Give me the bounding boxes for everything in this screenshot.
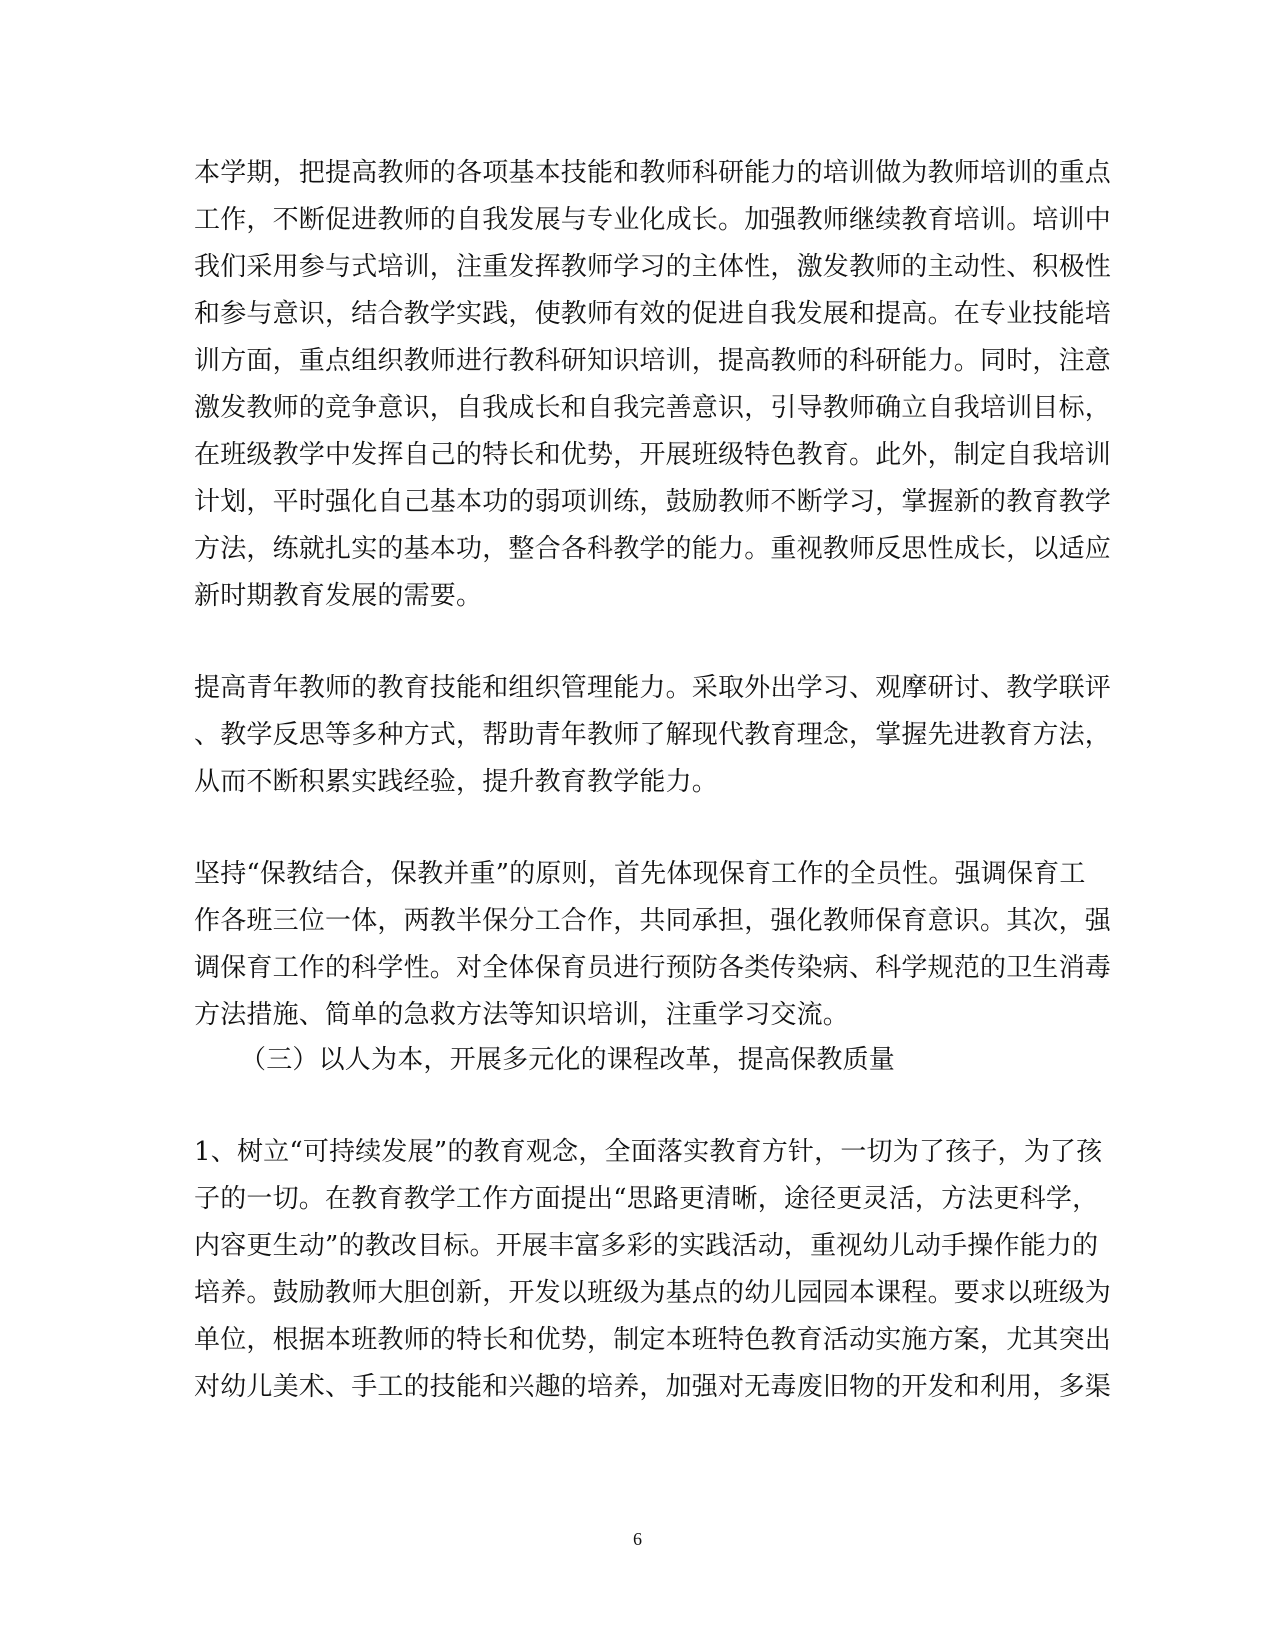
text-line: 我们采用参与式培训，注重发挥教师学习的主体性，激发教师的主动性、积极性	[194, 252, 1112, 282]
text-line: 计划，平时强化自己基本功的弱项训练，鼓励教师不断学习，掌握新的教育教学	[194, 487, 1112, 517]
text-line: 坚持“保教结合，保教并重”的原则，首先体现保育工作的全员性。强调保育工	[194, 859, 1086, 889]
text-line: 工作，不断促进教师的自我发展与专业化成长。加强教师继续教育培训。培训中	[194, 205, 1112, 235]
text-line: 培养。鼓励教师大胆创新，开发以班级为基点的幼儿园园本课程。要求以班级为	[194, 1278, 1112, 1308]
text-line: 子的一切。在教育教学工作方面提出“思路更清晰，途径更灵活，方法更科学，	[194, 1184, 1099, 1214]
text-line: 本学期，把提高教师的各项基本技能和教师科研能力的培训做为教师培训的重点	[194, 158, 1112, 188]
text-line: 作各班三位一体，两教半保分工合作，共同承担，强化教师保育意识。其次，强	[194, 906, 1112, 936]
text-line: 训方面，重点组织教师进行教科研知识培训，提高教师的科研能力。同时，注意	[194, 346, 1112, 376]
page-number: 6	[633, 1529, 642, 1549]
text-line: 提高青年教师的教育技能和组织管理能力。采取外出学习、观摩研讨、教学联评	[194, 673, 1112, 703]
text-line: 调保育工作的科学性。对全体保育员进行预防各类传染病、科学规范的卫生消毒	[194, 953, 1112, 983]
text-line: 单位，根据本班教师的特长和优势，制定本班特色教育活动实施方案，尤其突出	[194, 1325, 1112, 1355]
text-line: 新时期教育发展的需要。	[194, 581, 483, 611]
text-line: 在班级教学中发挥自己的特长和优势，开展班级特色教育。此外，制定自我培训	[194, 440, 1112, 470]
text-line: 和参与意识，结合教学实践，使教师有效的促进自我发展和提高。在专业技能培	[194, 299, 1112, 329]
text-line: 、教学反思等多种方式，帮助青年教师了解现代教育理念，掌握先进教育方法，	[194, 720, 1112, 750]
text-line: 1、树立“可持续发展”的教育观念，全面落实教育方针，一切为了孩子，为了孩	[194, 1137, 1103, 1167]
text-line: 内容更生动”的教改目标。开展丰富多彩的实践活动，重视幼儿动手操作能力的	[194, 1231, 1099, 1261]
text-line: 方法，练就扎实的基本功，整合各科教学的能力。重视教师反思性成长，以适应	[194, 534, 1112, 564]
text-line: 方法措施、简单的急救方法等知识培训，注重学习交流。	[194, 1000, 850, 1030]
section-heading: （三）以人为本，开展多元化的课程改革，提高保教质量	[240, 1045, 896, 1075]
text-line: 从而不断积累实践经验，提升教育教学能力。	[194, 767, 719, 797]
text-line: 激发教师的竞争意识，自我成长和自我完善意识，引导教师确立自我培训目标，	[194, 393, 1112, 423]
text-line: 对幼儿美术、手工的技能和兴趣的培养，加强对无毒废旧物的开发和利用，多渠	[194, 1372, 1112, 1402]
